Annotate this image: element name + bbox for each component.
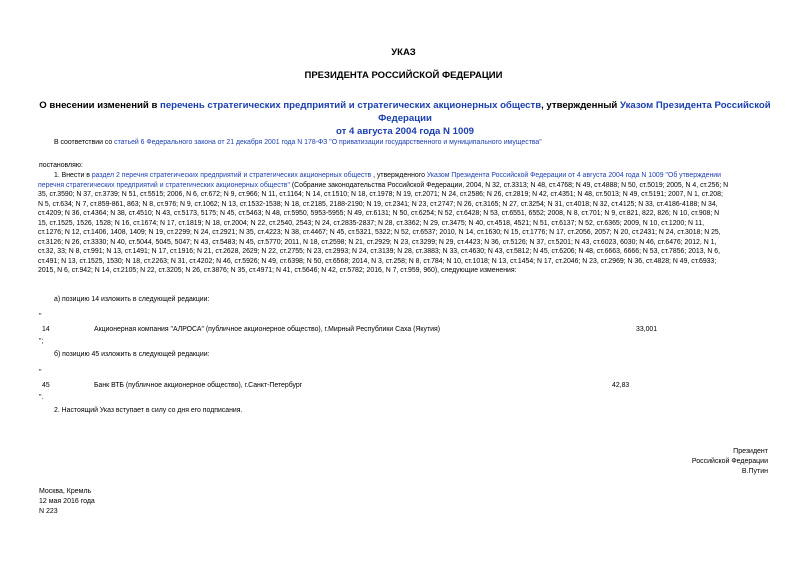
clause-1-prefix: 1. Внести в xyxy=(54,172,92,179)
preamble-prefix: В соответствии со xyxy=(54,139,115,146)
clause-1-citation-line: ст.4209; N 36, ст.4364; N 38, ст.4510; N 43, ст.5173, 5175; N 45, ст.5463; N 48, ст.5950, 5953-5955; N 49, ст.6131; N 50, ст.6254; N 52, ст.6428; N 53, ст.6551, 6552; 2008, N 8, ст.701; N 9, ст.821, 822, 826; N 10, ст.908; N xyxy=(38,210,720,217)
item-b-position-number: 45 xyxy=(42,382,50,389)
clause-1-decree-link[interactable]: Указом Президента Российской Федерации от 4 августа 2004 года N 1009 "Об утверждении xyxy=(426,172,721,179)
signing-place: Москва, Кремль xyxy=(39,488,92,495)
clause-1-line-2 xyxy=(38,181,728,190)
signing-info xyxy=(39,487,95,517)
decree-number: N 223 xyxy=(39,508,58,515)
item-a-position-number: 14 xyxy=(42,326,50,333)
item-b-company-name: Банк ВТБ (публичное акционерное общество), г.Санкт-Петербург xyxy=(94,382,303,389)
item-a-label: а) позицию 14 изложить в следующей редакции: xyxy=(54,296,210,303)
signature-country: Российской Федерации xyxy=(691,458,768,465)
item-a-share-value: 33,001 xyxy=(636,326,658,333)
clause-1-citation-line: ст.491; N 13, ст.1525, 1530; N 18, ст.2263; N 31, ст.4202; N 46, ст.5926; N 49, ст.6398; N 50, ст.6568; 2014, N 3, ст.258; N 8, ст.784; N 10, ст.1018; N 13, ст.1454; N 17, ст.2046; N 23, ст.2969; N 36, ст.4828; N 49, ст.6933; xyxy=(38,257,717,265)
title-link-decree-date[interactable]: от 4 августа 2004 года N 1009 xyxy=(336,126,474,137)
decree-word: постановляю: xyxy=(39,162,83,169)
clause-2: 2. Настоящий Указ вступает в силу со дня его подписания. xyxy=(54,407,243,414)
item-a-company-name: Акционерная компания "АЛРОСА" (публичное акционерное общество), г.Мирный Республики Саха (Якутия) xyxy=(94,326,440,333)
signature-block xyxy=(692,447,768,477)
item-b-open-quote: " xyxy=(39,369,42,376)
clause-1-citation-line: ст.32, 33; N 8, ст.991; N 13, ст.1491; N 17, ст.1916; N 21, ст.2628, 2629; N 22, ст.2755; N 23, ст.2993; N 24, ст.3139; N 28, ст.3883; N 33, ст.4630; N 43, ст.5812; N 45, ст.6206; N 48, ст.6663, 6666; N 53, ст.7856; 2013, N 6, xyxy=(38,248,720,255)
document-type-heading: УКАЗ xyxy=(391,47,416,58)
clause-1-middle: , утвержденного xyxy=(371,172,427,179)
clause-1-line-1 xyxy=(54,171,721,180)
item-b-label: б) позицию 45 изложить в следующей редакции: xyxy=(54,351,210,358)
clause-1-citation-line: ст.3126; N 26, ст.3330; N 40, ст.5044, 5045, 5047; N 43, ст.5483; N 45, ст.5770; 2011, N 18, ст.2598; N 21, ст.2929; N 23, ст.3299; N 29, ст.4423; N 36, ст.5126; N 37, ст.5201; N 43, ст.6023, 6030; N 46, ст.6476; 2012, N 1, xyxy=(38,238,717,246)
item-b-close-quote: ". xyxy=(39,394,44,401)
clause-1-citation-line: 15, ст.1525, 1526, 1528; N 16, ст.1674; N 17, ст.1819; N 18, ст.2004; N 22, ст.2540, 2543; N 24, ст.2835-2837; N 28, ст.3362; N 29, ст.3475; N 40, ст.4518, 4521; N 51, ст.6137; N 52, ст.6365; 2009, N 10, ст.1200; N 11, xyxy=(38,219,704,227)
clause-1-citation-line: 2015, N 6, ст.942; N 14, ст.2105; N 22, ст.3205; N 26, ст.3876; N 35, ст.4971; N 41, ст.5646; N 42, ст.5782; 2016, N 7, ст.959, 960), следующие изменения: xyxy=(38,267,517,274)
title-link-list[interactable]: перечень стратегических предприятий и стратегических акционерных обществ xyxy=(160,100,542,111)
signature-name: В.Путин xyxy=(741,468,768,475)
preamble-law-link[interactable]: статьей 6 Федерального закона от 21 декабря 2001 года N 178-ФЗ "О приватизации государственного и муниципального имущества" xyxy=(114,139,542,146)
clause-1-citation-line: ст.1276; N 12, ст.1406, 1408, 1409; N 19, ст.2299; N 24, ст.2921; N 35, ст.4223; N 38, ст.4467; N 45, ст.5321, 5322; N 52, ст.6537; 2010, N 14, ст.1630; N 15, ст.1776; N 17, ст.2056, 2057; N 20, ст.2431; N 24, ст.3018; N 25, xyxy=(38,229,721,236)
preamble xyxy=(54,138,542,147)
issuer-heading: ПРЕЗИДЕНТА РОССИЙСКОЙ ФЕДЕРАЦИИ xyxy=(304,70,503,81)
clause-1-citation-start: (Собрание законодательства Российской Федерации, 2004, N 32, ст.3313; N 48, ст.4768; N 49, ст.4888; N 50, ст.5019; 2005, N 4, ст.256; N xyxy=(289,181,729,189)
title-middle: , утвержденный xyxy=(541,100,620,111)
title-link-decree[interactable]: Указом Президента Российской Федерации xyxy=(378,100,771,124)
document-title xyxy=(20,99,790,138)
item-a-open-quote: " xyxy=(39,313,42,320)
clause-1-section-link[interactable]: раздел 2 перечня стратегических предприятий и стратегических акционерных обществ xyxy=(91,172,372,179)
clause-1-citation-line: N 5, ст.634; N 7, ст.859-861, 863; N 8, ст.976; N 9, ст.1062; N 13, ст.1532-1538; N 18, ст.2185, 2188-2190; N 19, ст.2341; N 23, ст.2747; N 26, ст.3165; N 27, ст.3254; N 31, ст.4018; N 32, ст.4125; N 33, ст.4186-4188; N 34, xyxy=(38,200,718,208)
clause-1-citation-line: 35, ст.3590; N 37, ст.3739; N 51, ст.5515; 2006, N 6, ст.672; N 9, ст.966; N 11, ст.1164; N 14, ст.1510; N 18, ст.1978; N 19, ст.2071; N 24, ст.2586; N 26, ст.2819; N 42, ст.4351; N 48, ст.5013; N 49, ст.5191; 2007, N 1, ст.208; xyxy=(38,191,723,198)
signature-title: Президент xyxy=(733,448,768,455)
item-a-close-quote: "; xyxy=(39,338,44,345)
item-b-share-value: 42,83 xyxy=(612,382,630,389)
title-prefix: О внесении изменений в xyxy=(39,100,161,111)
signing-date: 12 мая 2016 года xyxy=(39,498,95,505)
clause-1-list-link[interactable]: перечня стратегических предприятий и стратегических акционерных обществ" xyxy=(38,181,290,189)
